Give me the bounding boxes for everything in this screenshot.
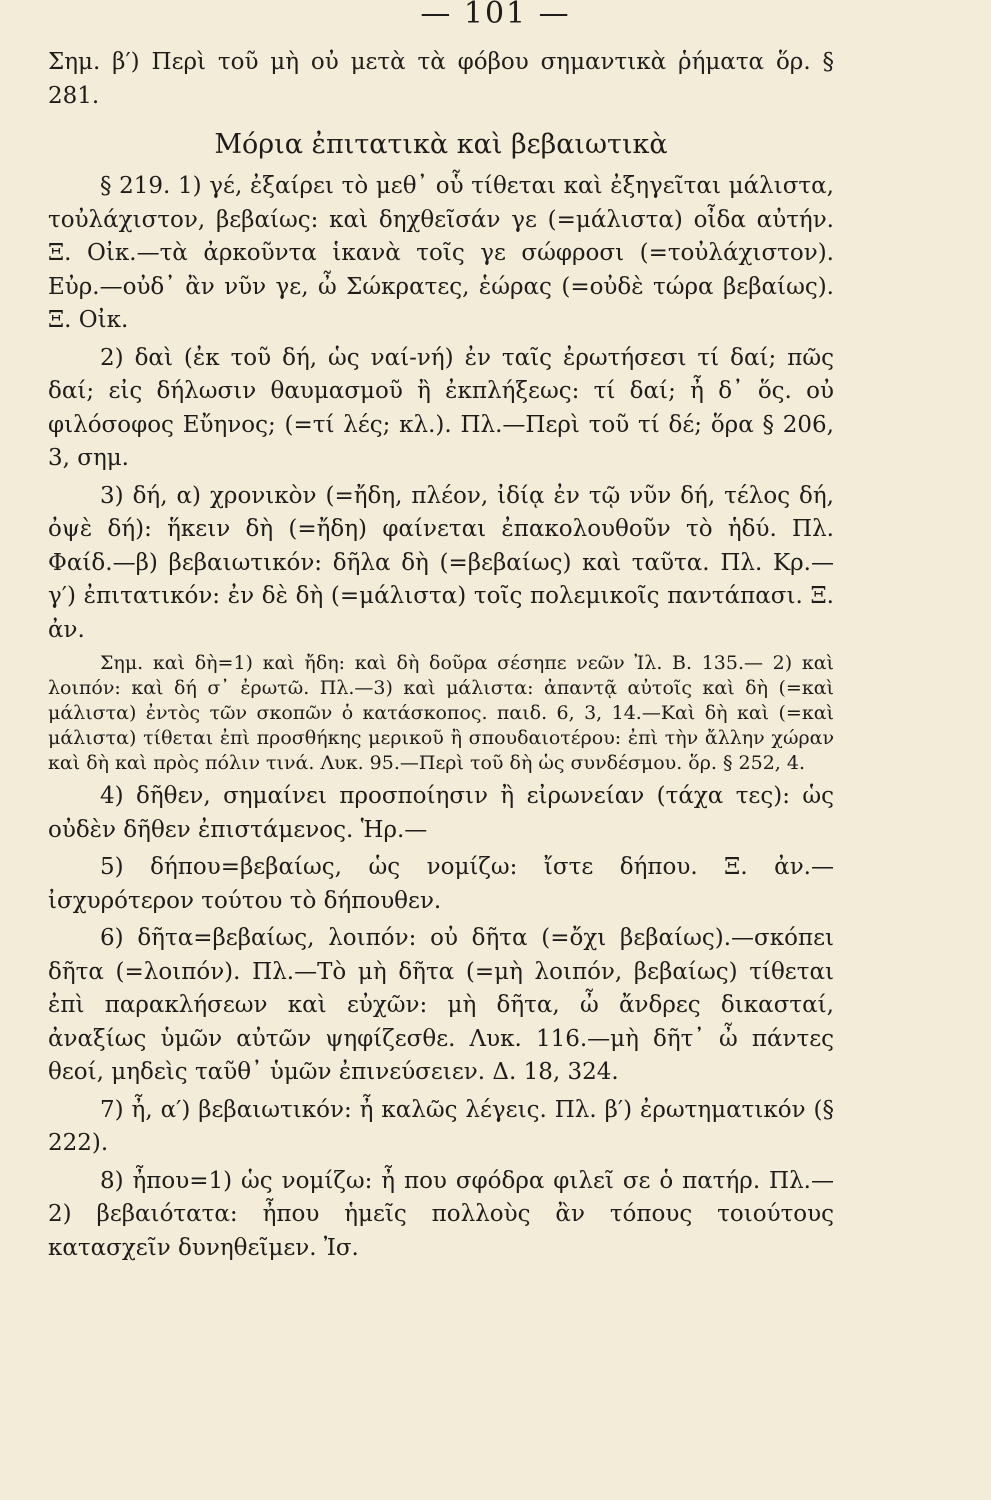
paragraph-4-dethen: 4) δῆθεν, σημαίνει προσποίησιν ἢ εἰρωνείαν (τάχα τες): ὡς οὐδὲν δῆθεν ἐπιστάμενος. Ἡρ.—	[48, 783, 834, 843]
note-paragraph-1: Σημ. β′) Περὶ τοῦ μὴ οὐ μετὰ τὰ φόβου σημαντικὰ ῥήματα ὅρ. § 281.	[48, 49, 834, 109]
page-body	[48, 46, 834, 1265]
paragraph-6-deta: 6) δῆτα=βεβαίως, λοιπόν: οὐ δῆτα (=ὄχι βεβαίως).—σκόπει δῆτα (=λοιπόν). Πλ.—Τὸ μὴ δῆτα (=μὴ λοιπόν, βεβαίως) τίθεται ἐπὶ παρακλήσεων καὶ εὐχῶν: μὴ δῆτα, ὦ ἄνδρες δικασταί, ἀναξίως ὑμῶν αὐτῶν ψηφίζεσθε. Λυκ. 116.—μὴ δῆτ᾽ ὦ πάντες θεοί, μηδεὶς ταῦθ᾽ ὑμῶν ἐπινεύσειεν. Δ. 18, 324.	[48, 925, 834, 1085]
section-heading: Μόρια ἐπιτατικὰ καὶ βεβαιωτικὰ	[214, 129, 668, 160]
paragraph-3-de: 3) δή, α) χρονικὸν (=ἤδη, πλέον, ἰδίᾳ ἐν τῷ νῦν δή, τέλος δή, ὀψὲ δή): ἥκειν δὴ (=ἤδη) φαίνεται ἐπακολουθοῦν τὸ ἡδύ. Πλ. Φαίδ.—β) βεβαιωτικόν: δῆλα δὴ (=βεβαίως) καὶ ταῦτα. Πλ. Κρ.—γ′) ἐπιτατικόν: ἐν δὲ δὴ (=μάλιστα) τοῖς πολεμικοῖς παντάπασι. Ξ. ἀν.	[48, 482, 834, 643]
paragraph-2-dai: 2) δαὶ (ἐκ τοῦ δή, ὡς ναί-νή) ἐν ταῖς ἐρωτήσεσι τί δαί; πῶς δαί; εἰς δήλωσιν θαυμασμοῦ ἢ ἐκπλήξεως: τί δαί; ἦ δ᾽ ὅς. οὐ φιλόσοφος Εὔηνος; (=τί λές; κλ.). Πλ.—Περὶ τοῦ τί δέ; ὅρα § 206, 3, σημ.	[48, 344, 834, 471]
note-paragraph-2: Σημ. καὶ δὴ=1) καὶ ἤδη: καὶ δὴ δοῦρα σέσηπε νεῶν Ἰλ. Β. 135.— 2) καὶ λοιπόν: καὶ δή σ᾽ ἐρωτῶ. Πλ.—3) καὶ μάλιστα: ἀπαντᾷ αὐτοῖς καὶ δὴ (=καὶ μάλιστα) ἐντὸς τῶν σκοπῶν ὁ κατάσκοπος. παιδ. 6, 3, 14.—Καὶ δὴ καὶ (=καὶ μάλιστα) τίθεται ἐπὶ προσθήκης μερικοῦ ἢ σπουδαιοτέρου: ἐπὶ τὴν ἄλλην χώραν καὶ δὴ καὶ πρὸς πόλιν τινά. Λυκ. 95.—Περὶ τοῦ δὴ ὡς συνδέσμου. ὅρ. § 252, 4.	[48, 652, 834, 774]
paragraph-219: § 219. 1) γέ, ἐξαίρει τὸ μεθ᾽ οὗ τίθεται καὶ ἐξηγεῖται μάλιστα, τοὐλάχιστον, βεβαίως: καὶ δηχθεῖσάν γε (=μάλιστα) οἶδα αὐτήν. Ξ. Οἰκ.—τὰ ἀρκοῦντα ἱκανὰ τοῖς γε σώφροσι (=τοὐλάχιστον). Εὐρ.—οὐδ᾽ ἂν νῦν γε, ὦ Σώκρατες, ἑώρας (=οὐδὲ τώρα βεβαίως). Ξ. Οἰκ.	[48, 173, 834, 333]
page-number: — 101 —	[420, 0, 571, 31]
paragraph-5-depou: 5) δήπου=βεβαίως, ὡς νομίζω: ἴστε δήπου. Ξ. ἀν.—ἰσχυρότερον τούτου τὸ δήπουθεν.	[48, 854, 834, 914]
paragraph-8-epou: 8) ἦπου=1) ὡς νομίζω: ἦ που σφόδρα φιλεῖ σε ὁ πατήρ. Πλ.—2) βεβαιότατα: ἦπου ἡμεῖς πολλοὺς ἂν τόπους τοιούτους κατασχεῖν δυνηθεῖμεν. Ἰσ.	[48, 1167, 834, 1261]
paragraph-7-e: 7) ἦ, α′) βεβαιωτικόν: ἦ καλῶς λέγεις. Πλ. β′) ἐρωτηματικόν (§ 222).	[48, 1096, 834, 1156]
